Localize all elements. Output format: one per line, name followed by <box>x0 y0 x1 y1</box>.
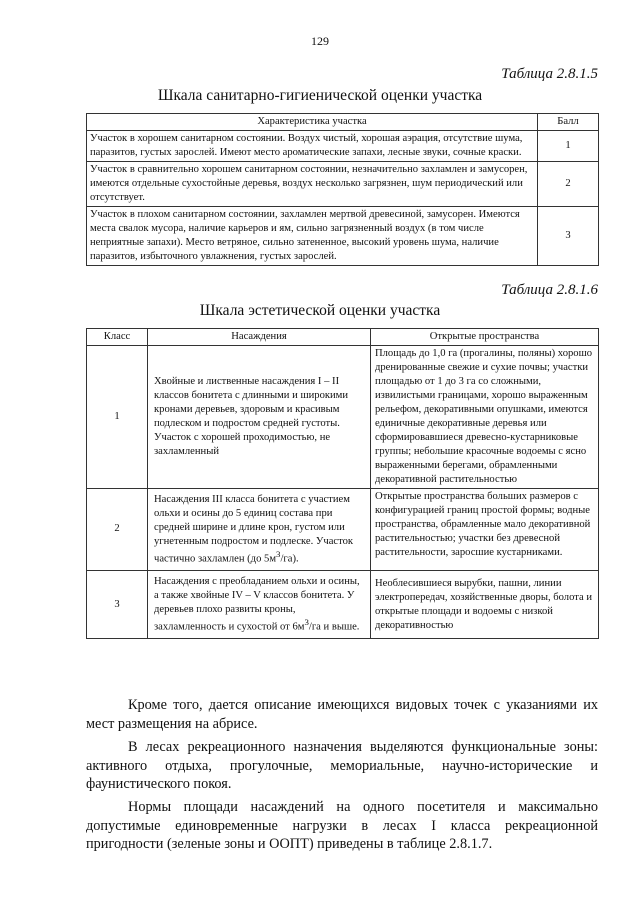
table-row <box>87 345 599 488</box>
aesthetic-scale-table <box>86 328 599 639</box>
class-cell: 2 <box>87 488 148 570</box>
superscript: 3 <box>276 548 281 559</box>
plantings-cell <box>148 571 371 639</box>
table-cell: Участок в сравнительно хорошем санитарном состоянии, незначительно захламлен и замусорен, имеются отдельные сухостойные деревья, воздух несколько загрязнен, шум периодический или отсутствует. <box>87 161 538 206</box>
page-number: 129 <box>311 34 329 48</box>
table-row <box>87 488 599 570</box>
plantings-text-tail: /га). <box>280 553 299 565</box>
plantings-text: Насаждения III класса бонитета с участием ольхи и осины до 5 единиц состава при средней ширине и длине крон, густом или угнетенным подростом и подлеске. Участок частично захламлен (до 5м <box>154 493 354 565</box>
plantings-cell: Хвойные и лиственные насаждения I – II классов бонитета с длинными и широкими кронами деревьев, здоровым и красивым подлеском и подростом средней густоты. Участок с хорошей проходимостью, не захламленный <box>148 345 371 488</box>
table-header-row <box>87 114 599 131</box>
table-1-title: Шкала санитарно-гигиенической оценки участка <box>157 87 483 104</box>
column-header: Характеристика участка <box>87 114 538 131</box>
column-header: Насаждения <box>148 329 371 346</box>
open-spaces-cell: Необлесившиеся вырубки, пашни, линии электропередач, хозяйственные дворы, болота и открытые площади и водоемы с низкой декоративностью <box>371 571 599 639</box>
table-2-caption: Таблица 2.8.1.6 <box>501 282 598 298</box>
plantings-cell <box>148 488 371 570</box>
table-row <box>87 206 599 265</box>
score-cell: 1 <box>538 130 599 161</box>
table-header-row <box>87 329 599 346</box>
open-spaces-cell: Площадь до 1,0 га (прогалины, поляны) хорошо дренированные свежие и сухие почвы; участки площадью от 1 до 3 га со сложными, извилистыми границами, хорошо выраженным рельефом, декоративными опушками, имеются единичные декоративные деревья или сформировавшиеся древесно-кустарниковые группы; небольшие красочные водоемы с ясно выраженными берегами, обрамленными декоративной растительностью <box>371 345 599 488</box>
column-header: Балл <box>538 114 599 131</box>
table-row <box>87 571 599 639</box>
score-cell: 3 <box>538 206 599 265</box>
column-header: Класс <box>87 329 148 346</box>
table-cell: Участок в хорошем санитарном состоянии. Воздух чистый, хорошая аэрация, отсутствие шума, паразитов, густых зарослей. Имеют место ароматические запахи, лесные звуки, сочные краски. <box>87 130 538 161</box>
table-row <box>87 161 599 206</box>
table-2-title: Шкала эстетической оценки участка <box>199 302 441 319</box>
body-paragraph: Нормы площади насаждений на одного посетителя и максимально допустимые единовременные нагрузки в лесах I класса рекреационной пригодности (зеленые зоны и ООПТ) приведены в таблице 2.8.1.7. <box>86 799 598 853</box>
class-cell: 3 <box>87 571 148 639</box>
sanitary-scale-table <box>86 113 599 266</box>
table-cell: Участок в плохом санитарном состоянии, захламлен мертвой древесиной, замусорен. Имеются места свалок мусора, наличие карьеров и ям, сильно загрязненный воздух (в том числе неприятные запахи). Место ветряное, сильно затененное, высокий уровень шума, наличие паразитов, избыточного увлажнения, густых зарослей. <box>87 206 538 265</box>
plantings-text: Насаждения с преобладанием ольхи и осины, а также хвойные IV – V классов бонитета. У деревьев плохо развиты кроны, захламленность и сухостой от 6м <box>154 576 360 633</box>
body-paragraph: В лесах рекреационного назначения выделяются функциональные зоны: активного отдыха, прогулочные, мемориальные, научно-исторические и фаунистического покоя. <box>86 739 598 793</box>
column-header: Открытые пространства <box>371 329 599 346</box>
plantings-text-tail: /га и выше. <box>308 621 360 633</box>
superscript: 3 <box>304 616 309 627</box>
class-cell: 1 <box>87 345 148 488</box>
table-row <box>87 130 599 161</box>
table-1-caption: Таблица 2.8.1.5 <box>501 66 598 82</box>
score-cell: 2 <box>538 161 599 206</box>
body-paragraph: Кроме того, дается описание имеющихся видовых точек с указаниями их мест размещения на абрисе. <box>86 697 598 732</box>
open-spaces-cell: Открытые пространства больших размеров с конфигурацией границ простой формы; водные пространства, обрамленные мало декоративной растительностью; участки без древесной растительности, заросшие кустарниками. <box>371 488 599 570</box>
